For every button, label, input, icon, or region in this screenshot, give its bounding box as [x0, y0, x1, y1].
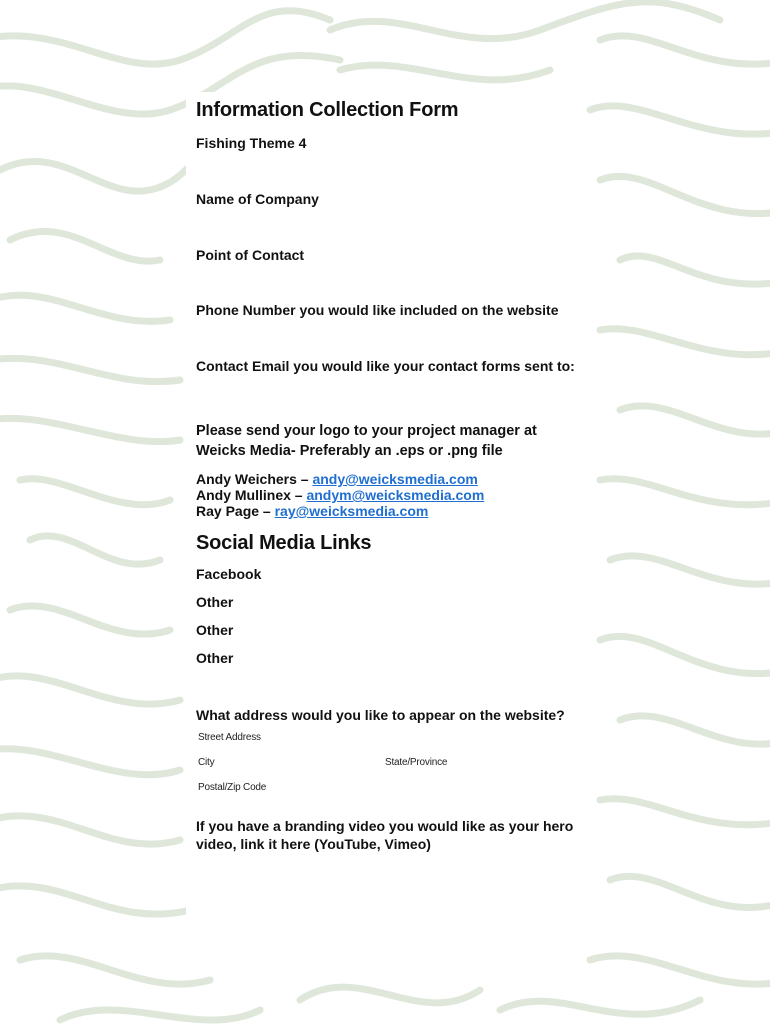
state-province-label: State/Province: [385, 757, 448, 768]
manager-line: [196, 503, 428, 519]
phone-number-label: Phone Number you would like included on the website: [196, 302, 559, 318]
manager-line: [196, 487, 484, 503]
point-of-contact-label: Point of Contact: [196, 247, 305, 263]
manager-email-link[interactable]: ray@weicksmedia.com: [274, 503, 429, 519]
manager-email-link[interactable]: andym@weicksmedia.com: [306, 487, 485, 503]
manager-line: [196, 471, 478, 487]
social-media-title: Social Media Links: [196, 532, 372, 554]
form-panel-bottom: [186, 525, 584, 930]
logo-note-line2: Weicks Media- Preferably an .eps or .png file: [196, 443, 503, 459]
video-note-line2: video, link it here (YouTube, Vimeo): [196, 836, 431, 852]
social-other-label: Other: [196, 594, 234, 610]
contact-email-label: Contact Email you would like your contact forms sent to:: [196, 358, 575, 374]
logo-note-line1: Please send your logo to your project manager at: [196, 423, 537, 439]
social-facebook-label: Facebook: [196, 566, 262, 582]
manager-name: Andy Weichers –: [196, 471, 313, 487]
manager-name: Andy Mullinex –: [196, 487, 307, 503]
city-label: City: [198, 757, 215, 768]
social-other-label: Other: [196, 622, 234, 638]
form-title: Information Collection Form: [196, 99, 459, 121]
address-question: What address would you like to appear on the website?: [196, 707, 565, 723]
street-address-label: Street Address: [198, 732, 261, 743]
manager-name: Ray Page –: [196, 503, 275, 519]
postal-code-label: Postal/Zip Code: [198, 782, 267, 793]
video-note-line1: If you have a branding video you would like as your hero: [196, 818, 574, 834]
manager-email-link[interactable]: andy@weicksmedia.com: [312, 471, 478, 487]
company-name-label: Name of Company: [196, 191, 319, 207]
social-other-label: Other: [196, 650, 234, 666]
form-subtitle: Fishing Theme 4: [196, 135, 307, 151]
